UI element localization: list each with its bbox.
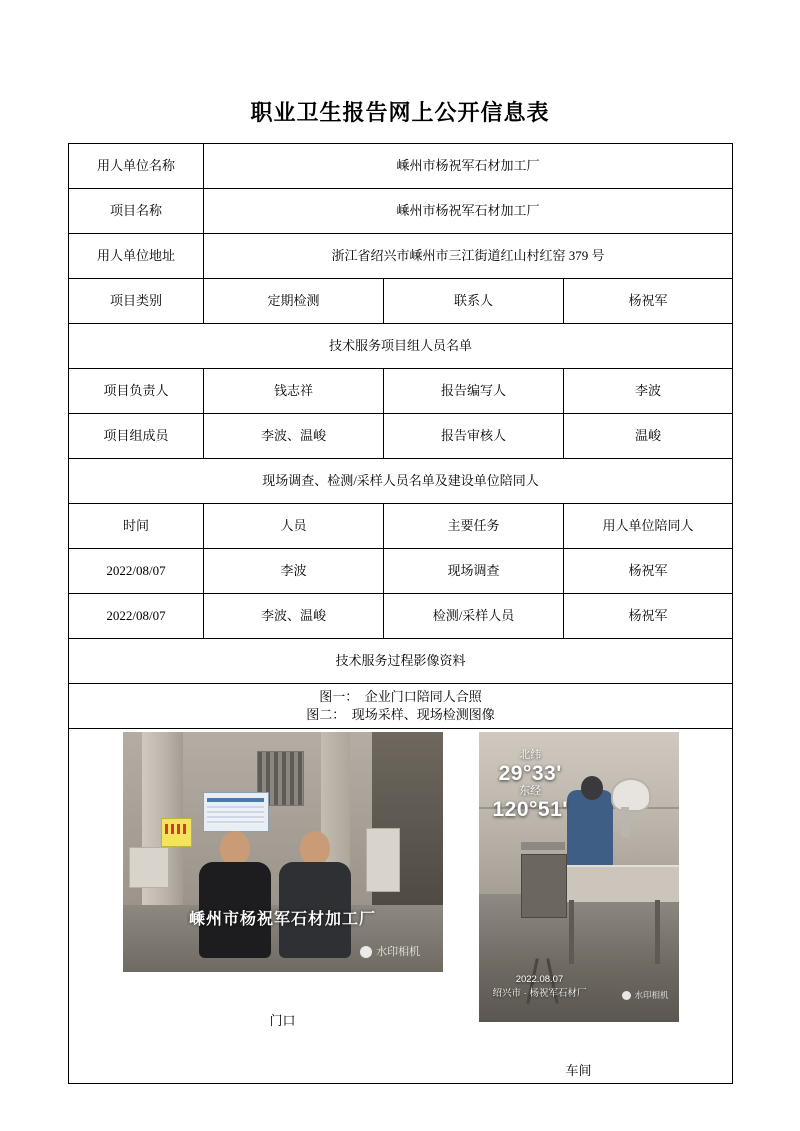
col-header-time: 时间 xyxy=(69,504,204,549)
row-value-company-name: 嵊州市杨祝军石材加工厂 xyxy=(204,144,733,189)
caption-line-2: 图二： 现场采样、现场检测图像 xyxy=(306,707,495,722)
row-value-project-leader: 钱志祥 xyxy=(204,369,384,414)
row-label-project-name: 项目名称 xyxy=(69,189,204,234)
table-row xyxy=(69,144,733,189)
table-row xyxy=(69,189,733,234)
section-survey-title: 现场调查、检测/采样人员名单及建设单位陪同人 xyxy=(69,459,733,504)
section-team-title: 技术服务项目组人员名单 xyxy=(69,324,733,369)
cell-time: 2022/08/07 xyxy=(69,549,204,594)
page-title: 职业卫生报告网上公开信息表 xyxy=(250,100,550,125)
photo-worker-head xyxy=(581,776,603,800)
row-value-report-reviewer: 温峻 xyxy=(564,414,733,459)
photo-person-head xyxy=(300,831,330,865)
photo-notice-board xyxy=(203,792,269,832)
photo-sampling-instrument xyxy=(521,854,567,918)
table-section-row xyxy=(69,639,733,684)
row-label-team-members: 项目组成员 xyxy=(69,414,204,459)
watermark xyxy=(360,945,420,960)
row-value-project-name: 嵊州市杨祝军石材加工厂 xyxy=(204,189,733,234)
photo-bench-leg xyxy=(655,900,660,964)
table-section-row xyxy=(69,324,733,369)
longitude-value: 120°51' xyxy=(492,797,568,821)
photo-worker-body xyxy=(567,790,613,868)
watermark-label: 水印相机 xyxy=(634,989,669,1000)
info-table xyxy=(68,143,733,1084)
photo-date: 2022.08.07 xyxy=(515,974,564,986)
row-value-company-address: 浙江省绍兴市嵊州市三江街道红山村红窑 379 号 xyxy=(204,234,733,279)
row-label-company-name: 用人单位名称 xyxy=(69,144,204,189)
photo-overlay-text: 嵊州市杨祝军石材加工厂 xyxy=(188,910,376,928)
watermark xyxy=(622,990,668,1002)
table-row xyxy=(69,414,733,459)
photo-place: 绍兴市 · 杨祝军石材厂 xyxy=(492,988,587,1000)
table-row xyxy=(69,279,733,324)
photo-block-gate xyxy=(123,732,443,1030)
table-row xyxy=(69,234,733,279)
table-section-row xyxy=(69,459,733,504)
col-header-task: 主要任务 xyxy=(384,504,564,549)
photo-row xyxy=(73,732,728,1080)
photo-workshop xyxy=(479,732,679,1022)
row-label-project-category: 项目类别 xyxy=(69,279,204,324)
photo-person-right xyxy=(279,831,351,958)
row-label-report-reviewer: 报告审核人 xyxy=(384,414,564,459)
photo-stone-slab xyxy=(366,828,400,892)
photo-machine-arm xyxy=(621,807,629,837)
table-photos-row xyxy=(69,729,733,1084)
cell-personnel: 李波、温峻 xyxy=(204,594,384,639)
caption-line-1: 图一： 企业门口陪同人合照 xyxy=(319,688,482,704)
row-value-team-members: 李波、温峻 xyxy=(204,414,384,459)
photo-stone-slab xyxy=(129,847,169,887)
row-label-contact: 联系人 xyxy=(384,279,564,324)
table-caption-row xyxy=(69,684,733,729)
photo-bench-leg xyxy=(569,900,574,964)
latitude-label: 北纬 xyxy=(519,749,542,762)
table-row xyxy=(69,594,733,639)
photo-block-workshop xyxy=(479,732,679,1080)
row-value-project-category: 定期检测 xyxy=(204,279,384,324)
cell-task: 检测/采样人员 xyxy=(384,594,564,639)
photo-floor xyxy=(479,894,679,1022)
photo-caption-workshop: 车间 xyxy=(565,1063,592,1078)
row-label-report-writer: 报告编写人 xyxy=(384,369,564,414)
camera-icon xyxy=(622,991,631,1000)
photo-caption-gate: 门口 xyxy=(269,1013,296,1028)
table-row xyxy=(69,369,733,414)
camera-icon xyxy=(360,946,372,958)
photo-person-left xyxy=(199,831,271,958)
longitude-label: 东经 xyxy=(519,785,542,798)
photo-footer xyxy=(493,973,587,1002)
photo-person-head xyxy=(220,831,250,865)
row-value-contact: 杨祝军 xyxy=(564,279,733,324)
photo-gate-group xyxy=(123,732,443,972)
cell-accompanier: 杨祝军 xyxy=(564,549,733,594)
photo-geo-overlay xyxy=(493,749,568,821)
row-label-project-leader: 项目负责人 xyxy=(69,369,204,414)
row-value-report-writer: 李波 xyxy=(564,369,733,414)
col-header-personnel: 人员 xyxy=(204,504,384,549)
cell-accompanier: 杨祝军 xyxy=(564,594,733,639)
watermark-label: 水印相机 xyxy=(376,945,421,958)
cell-personnel: 李波 xyxy=(204,549,384,594)
table-header-row xyxy=(69,504,733,549)
section-media-title: 技术服务过程影像资料 xyxy=(69,639,733,684)
table-row xyxy=(69,549,733,594)
photo-warning-sign xyxy=(161,818,192,846)
col-header-accompanier: 用人单位陪同人 xyxy=(564,504,733,549)
photo-instrument-top xyxy=(521,842,565,850)
cell-task: 现场调查 xyxy=(384,549,564,594)
latitude-value: 29°33' xyxy=(498,761,562,785)
cell-time: 2022/08/07 xyxy=(69,594,204,639)
row-label-company-address: 用人单位地址 xyxy=(69,234,204,279)
photo-machine xyxy=(611,778,651,812)
media-captions xyxy=(69,684,733,729)
photos-cell xyxy=(69,729,733,1084)
